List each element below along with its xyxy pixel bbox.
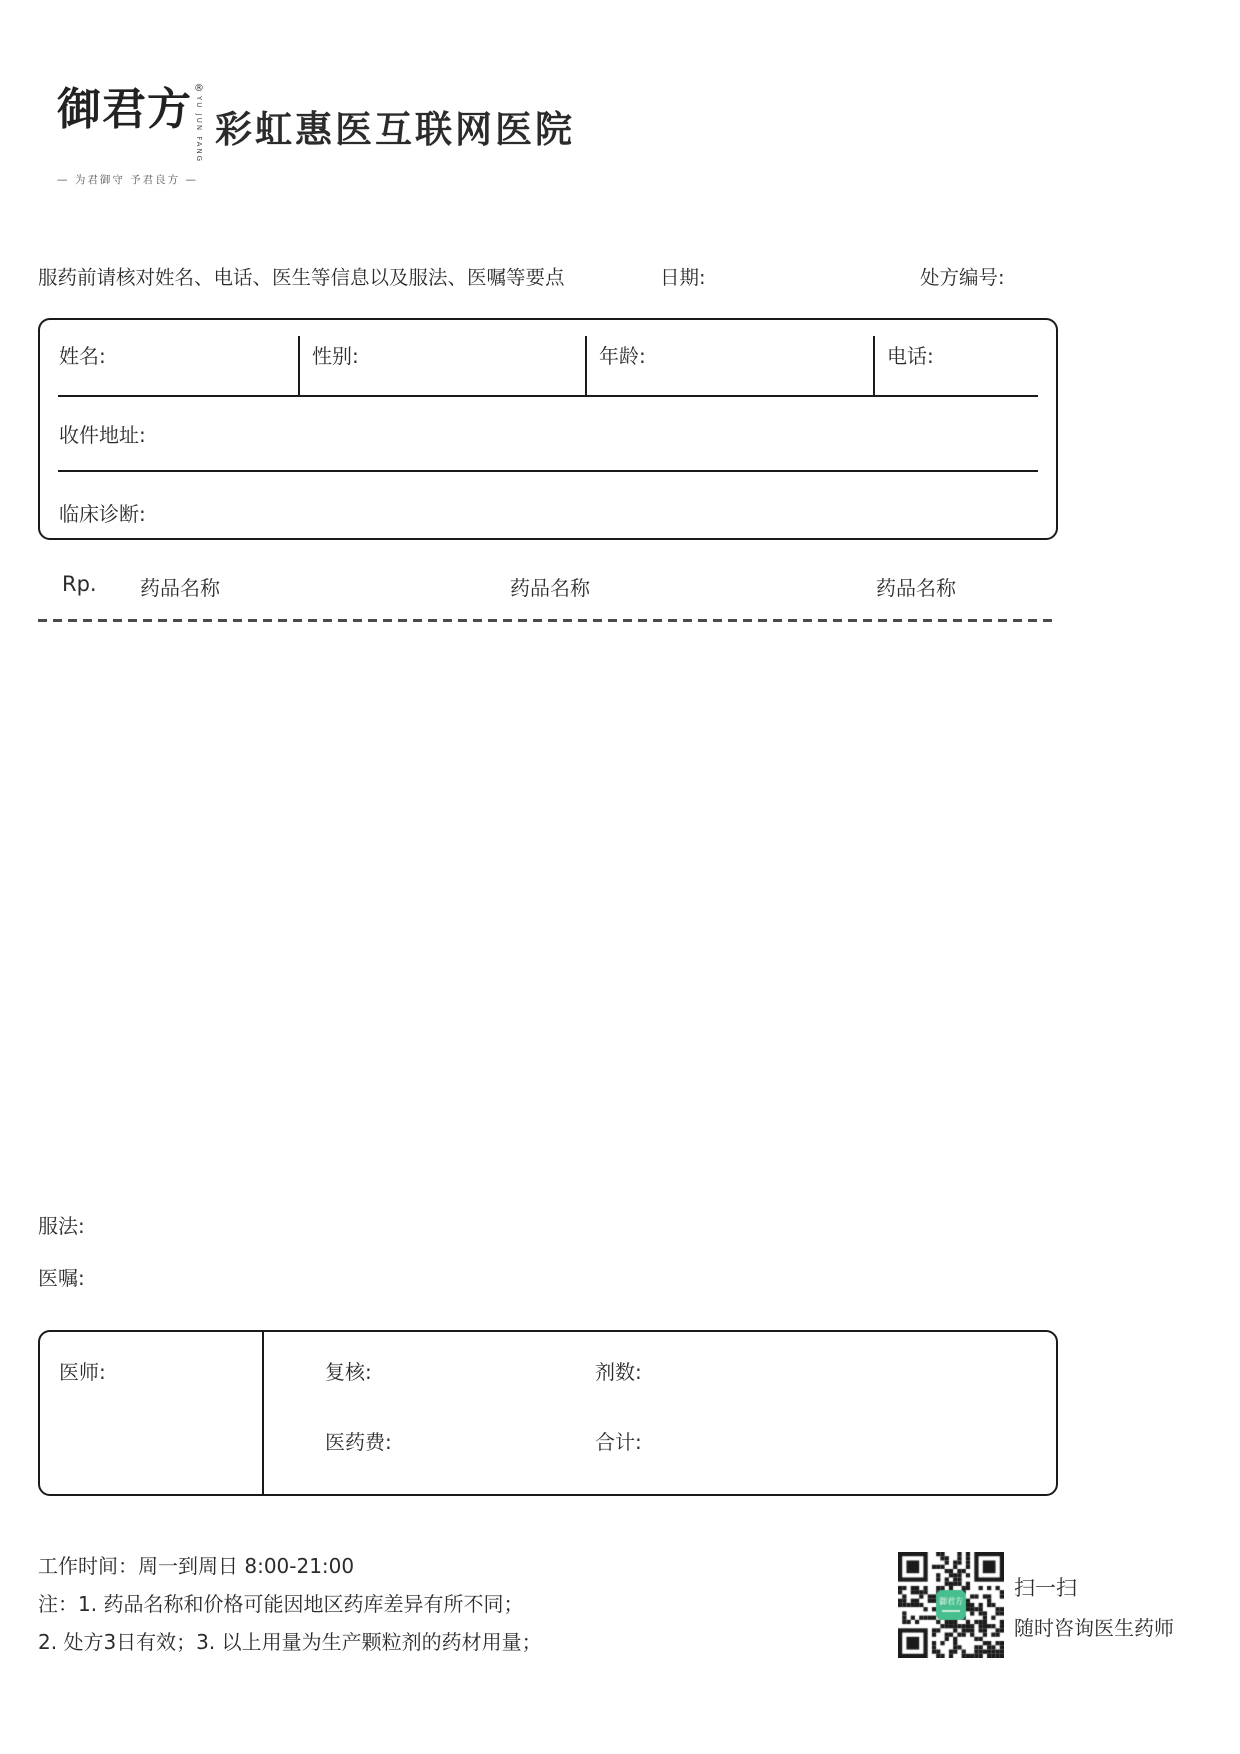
brand-vertical-text: YU JUN FANG xyxy=(195,96,203,164)
doses-label: 剂数: xyxy=(595,1360,642,1384)
diagnosis-row xyxy=(40,472,1056,540)
date-label: 日期: xyxy=(660,266,706,289)
signoff-divider xyxy=(262,1332,264,1494)
brand-logo-block xyxy=(57,83,207,187)
usage-label: 服法: xyxy=(38,1214,85,1238)
medicine-fee-label: 医药费: xyxy=(325,1430,392,1454)
qr-code xyxy=(898,1552,1004,1658)
dashed-separator xyxy=(38,619,1058,622)
footer-note-1: 注：1. 药品名称和价格可能因地区药库差异有所不同； xyxy=(38,1592,524,1616)
working-hours-text: 工作时间：周一到周日 8:00-21:00 xyxy=(38,1554,355,1578)
prescription-number-label: 处方编号: xyxy=(920,266,1005,289)
qr-code-image xyxy=(898,1552,1004,1658)
address-row xyxy=(40,397,1056,470)
doctor-advice-label: 医嘱: xyxy=(38,1266,85,1290)
physician-label: 医师: xyxy=(59,1360,106,1384)
gender-field-label: 性别: xyxy=(312,344,359,368)
address-field-label: 收件地址: xyxy=(59,423,146,447)
verification-notice: 服药前请核对姓名、电话、医生等信息以及服法、医嘱等要点 xyxy=(38,266,565,289)
notice-row xyxy=(0,262,1240,288)
total-label: 合计: xyxy=(595,1430,642,1454)
patient-fields-row xyxy=(40,320,1056,395)
field-divider xyxy=(585,336,587,395)
phone-field-label: 电话: xyxy=(887,344,934,368)
trademark-symbol: ® xyxy=(194,83,204,94)
patient-info-box xyxy=(38,318,1058,540)
review-label: 复核: xyxy=(325,1360,372,1384)
drug-name-column-header: 药品名称 xyxy=(510,576,590,600)
field-divider xyxy=(298,336,300,395)
qr-caption-scan: 扫一扫 xyxy=(1014,1576,1077,1600)
signoff-box xyxy=(38,1330,1058,1496)
field-divider xyxy=(873,336,875,395)
hospital-title: 彩虹惠医互联网医院 xyxy=(215,108,575,151)
diagnosis-field-label: 临床诊断: xyxy=(59,502,146,526)
brand-tagline: — 为君御守 予君良方 — xyxy=(57,174,199,187)
drug-name-column-header: 药品名称 xyxy=(140,576,220,600)
qr-caption-consult: 随时咨询医生药师 xyxy=(1014,1616,1174,1640)
age-field-label: 年龄: xyxy=(599,344,646,368)
rp-header-row xyxy=(0,570,1240,600)
brand-logo-text: 御君方 xyxy=(57,84,192,135)
rp-label: Rp. xyxy=(62,572,97,596)
name-field-label: 姓名: xyxy=(59,344,106,368)
footer-note-2: 2. 处方3日有效；3. 以上用量为生产颗粒剂的药材用量； xyxy=(38,1630,542,1654)
drug-name-column-header: 药品名称 xyxy=(876,576,956,600)
